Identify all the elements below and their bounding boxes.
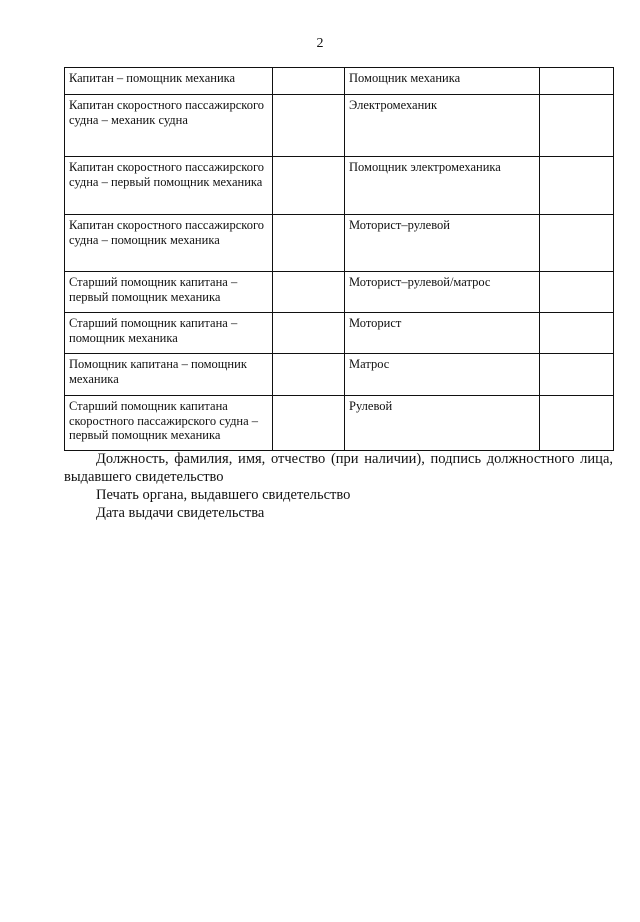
table-row	[65, 313, 614, 354]
signature-line: Должность, фамилия, имя, отчество (при наличии), подпись должностного лица, выдавшего свидетельство	[64, 451, 613, 485]
right-qualification-cell: Помощник механика	[345, 68, 540, 95]
right-qualification-cell: Электромеханик	[345, 95, 540, 157]
left-value-cell	[273, 396, 345, 451]
right-qualification-cell: Моторист	[345, 313, 540, 354]
table-row	[65, 95, 614, 157]
right-qualification-cell: Моторист–рулевой/матрос	[345, 272, 540, 313]
right-value-cell	[540, 68, 614, 95]
right-qualification-cell: Моторист–рулевой	[345, 215, 540, 272]
right-qualification-cell: Помощник электромеханика	[345, 157, 540, 215]
left-qualification-cell: Капитан – помощник механика	[65, 68, 273, 95]
table-row	[65, 396, 614, 451]
right-value-cell	[540, 396, 614, 451]
qualifications-table	[64, 67, 614, 451]
left-value-cell	[273, 272, 345, 313]
table-row	[65, 354, 614, 396]
right-value-cell	[540, 313, 614, 354]
date-line: Дата выдачи свидетельства	[96, 505, 265, 521]
left-value-cell	[273, 157, 345, 215]
right-value-cell	[540, 354, 614, 396]
left-value-cell	[273, 215, 345, 272]
left-qualification-cell: Помощник капитана – помощник механика	[65, 354, 273, 396]
right-value-cell	[540, 215, 614, 272]
table-row	[65, 68, 614, 95]
left-qualification-cell: Старший помощник капитана скоростного пассажирского судна – первый помощник механика	[65, 396, 273, 451]
left-qualification-cell: Капитан скоростного пассажирского судна – механик судна	[65, 95, 273, 157]
seal-line: Печать органа, выдавшего свидетельство	[96, 487, 351, 503]
right-qualification-cell: Рулевой	[345, 396, 540, 451]
right-value-cell	[540, 95, 614, 157]
left-value-cell	[273, 95, 345, 157]
left-qualification-cell: Старший помощник капитана – помощник механика	[65, 313, 273, 354]
left-qualification-cell: Старший помощник капитана – первый помощник механика	[65, 272, 273, 313]
right-value-cell	[540, 272, 614, 313]
table-row	[65, 215, 614, 272]
certificate-footer	[64, 450, 613, 522]
left-qualification-cell: Капитан скоростного пассажирского судна – первый помощник механика	[65, 157, 273, 215]
right-value-cell	[540, 157, 614, 215]
left-value-cell	[273, 354, 345, 396]
left-qualification-cell: Капитан скоростного пассажирского судна – помощник механика	[65, 215, 273, 272]
table-row	[65, 157, 614, 215]
right-qualification-cell: Матрос	[345, 354, 540, 396]
left-value-cell	[273, 313, 345, 354]
table-row	[65, 272, 614, 313]
page-number: 2	[316, 36, 324, 51]
left-value-cell	[273, 68, 345, 95]
